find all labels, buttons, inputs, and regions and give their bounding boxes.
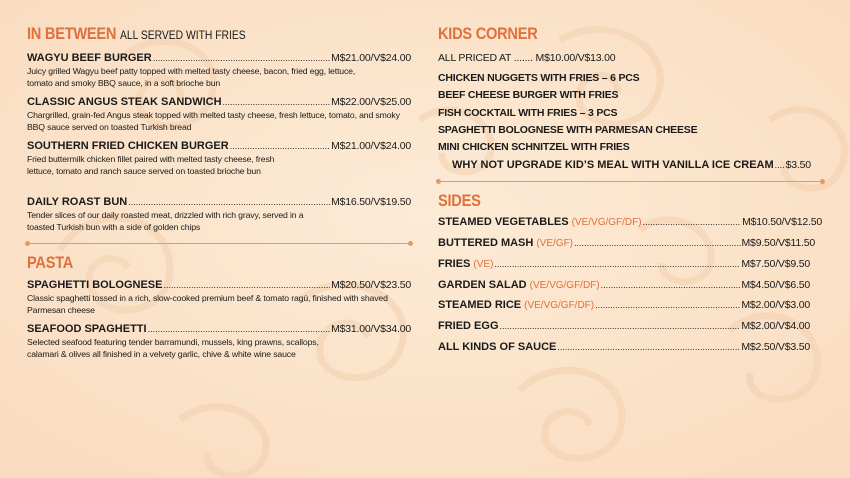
item-name: SEAFOOD SPAGHETTI xyxy=(27,323,147,335)
item-name: WAGYU BEEF BURGER xyxy=(27,52,152,64)
item-name: DAILY ROAST BUN xyxy=(27,196,128,208)
leader-dots xyxy=(775,159,785,172)
leader-dots xyxy=(128,196,330,209)
item-price: M$2.00/V$4.00 xyxy=(741,320,810,332)
leader-dots xyxy=(153,52,330,65)
sides-section-title xyxy=(438,191,481,211)
leader-dots xyxy=(148,323,331,336)
in-between-subtitle: ALL SERVED WITH FRIES xyxy=(120,28,246,42)
item-name: SOUTHERN FRIED CHICKEN BURGER xyxy=(27,140,229,152)
item-description: Juicy grilled Wagyu beef patty topped with melted tasty cheese, bacon, fried egg, lettuce, tomato and smoky BBQ sauce, in a soft brioche bun xyxy=(27,66,356,88)
leader-dots xyxy=(574,237,741,250)
side-item xyxy=(438,299,810,312)
item-price: M$4.50/V$6.50 xyxy=(741,279,810,291)
kids-menu-item: FISH COCKTAIL WITH FRIES – 3 PCS xyxy=(438,107,618,119)
item-price: M$9.50/V$11.50 xyxy=(741,237,815,249)
item-price: M$7.50/V$9.50 xyxy=(741,258,810,270)
item-name: ALL KINDS OF SAUCE xyxy=(438,341,557,353)
kids-menu-item: SPAGHETTI BOLOGNESE WITH PARMESAN CHEESE xyxy=(438,124,698,136)
dietary-tag: (VE/GF) xyxy=(536,238,574,249)
leader-dots xyxy=(595,299,740,312)
menu-item xyxy=(27,140,411,177)
side-item xyxy=(438,320,810,333)
item-name: CLASSIC ANGUS STEAK SANDWICH xyxy=(27,96,222,108)
item-price: M$22.00/V$25.00 xyxy=(331,96,411,108)
leader-dots xyxy=(223,96,331,109)
side-item xyxy=(438,279,810,292)
leader-dots xyxy=(557,341,740,354)
kids-menu-item: BEEF CHEESE BURGER WITH FRIES xyxy=(438,89,619,101)
side-item xyxy=(438,258,810,271)
item-price: M$16.50/V$19.50 xyxy=(331,196,411,208)
leader-dots xyxy=(163,279,330,292)
leader-dots xyxy=(643,216,742,229)
item-name: GARDEN SALAD xyxy=(438,279,527,291)
kids-menu-item: MINI CHICKEN SCHNITZEL WITH FRIES xyxy=(438,141,630,153)
menu-item xyxy=(27,279,411,316)
item-price: M$2.50/V$3.50 xyxy=(741,341,810,353)
side-item xyxy=(438,341,810,354)
dietary-tag: (VE/VG/GF/DF) xyxy=(524,300,595,311)
leader-dots xyxy=(230,140,330,153)
in-between-section-title xyxy=(27,24,246,44)
item-price: M$21.00/V$24.00 xyxy=(331,140,411,152)
item-price: M$2.00/V$3.00 xyxy=(741,299,810,311)
kids-menu-item: CHICKEN NUGGETS WITH FRIES – 6 PCS xyxy=(438,72,640,84)
item-description: Selected seafood featuring tender barramundi, mussels, king prawns, scallops, calamari & olives all finished in a velvety garlic, chive & white wine sauce xyxy=(27,337,319,359)
dietary-tag: (VE) xyxy=(473,259,494,270)
side-item xyxy=(438,216,822,229)
sides-title: SIDES xyxy=(438,191,481,210)
section-divider xyxy=(438,181,823,182)
kids-upgrade-item xyxy=(452,159,811,172)
kids-all-priced xyxy=(438,52,615,64)
dietary-tag: (VE/VG/GF/DF) xyxy=(529,280,600,291)
leader-dots xyxy=(601,279,741,292)
item-name: STEAMED VEGETABLES xyxy=(438,216,569,228)
menu-item xyxy=(27,52,411,89)
item-description: Tender slices of our daily roasted meat, drizzled with rich gravy, served in a toasted Turkish bun with a side of golden chips xyxy=(27,210,304,232)
item-name: STEAMED RICE xyxy=(438,299,522,311)
menu-item xyxy=(27,96,411,133)
pasta-section-title xyxy=(27,253,73,273)
item-price: M$31.00/V$34.00 xyxy=(331,323,411,335)
leader-dots xyxy=(500,320,741,333)
menu-item xyxy=(27,323,411,360)
item-name: FRIED EGG xyxy=(438,320,499,332)
item-price: M$21.00/V$24.00 xyxy=(331,52,411,64)
item-description: Chargrilled, grain-fed Angus steak topped with melted tasty cheese, fresh lettuce, tomato, and smoky BBQ sauce served on toasted Turkish bread xyxy=(27,110,400,132)
all-priced-value: M$10.00/V$13.00 xyxy=(535,52,616,64)
item-name: BUTTERED MASH xyxy=(438,237,534,249)
all-priced-label: ALL PRICED AT ....... xyxy=(438,52,533,64)
item-description: Fried buttermilk chicken fillet paired with melted tasty cheese, fresh lettuce, tomato and ranch sauce served on toasted brioche bun xyxy=(27,154,275,176)
kids-corner-section-title xyxy=(438,24,538,44)
dietary-tag: (VE/VG/GF/DF) xyxy=(571,217,642,228)
item-name: FRIES xyxy=(438,258,471,270)
side-item xyxy=(438,237,815,250)
item-price: $3.50 xyxy=(785,159,811,171)
section-divider xyxy=(27,243,411,244)
item-name: WHY NOT UPGRADE KID’S MEAL WITH VANILLA ICE CREAM xyxy=(452,159,774,171)
kids-corner-title: KIDS CORNER xyxy=(438,24,538,43)
menu-item xyxy=(27,196,411,233)
item-description: Classic spaghetti tossed in a rich, slow-cooked premium beef & tomato ragù, finished with shaved Parmesan cheese xyxy=(27,293,388,315)
item-price: M$20.50/V$23.50 xyxy=(331,279,411,291)
item-name: SPAGHETTI BOLOGNESE xyxy=(27,279,163,291)
item-price: M$10.50/V$12.50 xyxy=(742,216,822,228)
pasta-title: PASTA xyxy=(27,253,74,272)
leader-dots xyxy=(494,258,740,271)
in-between-title: IN BETWEEN xyxy=(27,24,117,43)
